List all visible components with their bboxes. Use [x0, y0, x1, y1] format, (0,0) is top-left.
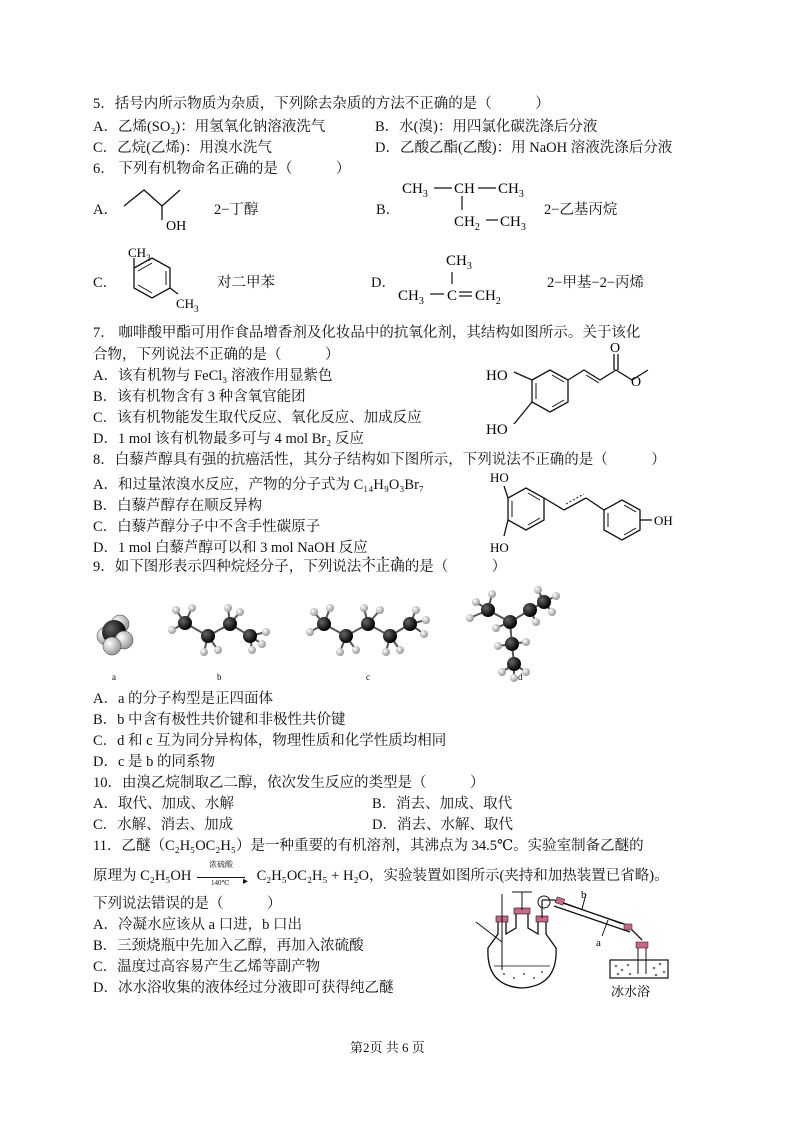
q7-option-a: A．该有机物与 FeCl₃ 溶液作用显紫色 — [93, 368, 333, 384]
q10-option-a: A．取代、加成、水解 — [93, 796, 234, 812]
q6-b-ch2: $CH_2$ — [454, 214, 480, 233]
q11-option-d: D．冰水浴收集的液体经过分液即可获得纯乙醚 — [93, 980, 394, 996]
q8-option-c: C．白藜芦醇分子中不含手性碳原子 — [93, 519, 321, 535]
q6-b-ch3-right: $CH_3$ — [498, 181, 524, 200]
q6-b-label: B． — [376, 202, 401, 218]
q11-stem-line1: 11．乙醚（C₂H₅OC₂H₅）是一种重要的有机溶剂，其沸点为 34.5℃。实验室制备乙醚的 — [93, 838, 644, 854]
q10-option-c: C．水解、消去、加成 — [93, 817, 234, 833]
q6-d-structure — [396, 248, 518, 312]
q9-emphasis-not-correct: 不正确 — [361, 559, 405, 575]
q5-option-b: B．水(溴)：用四氯化碳洗涤后分液 — [375, 119, 598, 135]
q7-stem-line1: 7． 咖啡酸甲酯可用作食品增香剂及化妆品中的抗氧化剂，其结构如图所示。关于该化 — [93, 325, 641, 341]
q11-apparatus — [460, 890, 670, 1000]
q6-stem: 6． 下列有机物命名正确的是（ ） — [93, 161, 351, 177]
q6-b-name: 2−乙基丙烷 — [544, 202, 618, 218]
q7-option-b: B．该有机物含有 3 种含氧官能团 — [93, 389, 306, 405]
q9-model-b — [168, 604, 270, 656]
q7-ho-lower: HO — [486, 422, 508, 438]
q6-d-name: 2−甲基−2−丙烯 — [547, 275, 645, 291]
q7-option-c: C．该有机物能发生取代反应、氧化反应、加成反应 — [93, 410, 422, 426]
q8-option-a: A．和过量浓溴水反应，产物的分子式为 C₁₄H₉O₃Br₇ — [93, 477, 424, 493]
q7-stem-line2: 合物，下列说法不正确的是（ ） — [93, 347, 340, 363]
q6-d-ch2: $CH_2$ — [475, 288, 501, 307]
q6-b-ch3-bottom: $CH_3$ — [500, 214, 526, 233]
q8-ho-upper: HO — [490, 470, 509, 485]
q11-fig-label-b: b — [581, 889, 587, 901]
q8-oh: OH — [654, 513, 673, 528]
q11-fig-label-a: a — [596, 937, 601, 949]
q6-c-label: C． — [93, 275, 118, 291]
q9-label-d: d — [518, 672, 523, 682]
q6-c-structure — [112, 246, 202, 316]
q11-ice-bath-label: 冰水浴 — [611, 984, 651, 999]
q8-option-d: D．1 mol 白藜芦醇可以和 3 mol NaOH 反应 — [93, 540, 368, 556]
q6-b-structure — [398, 176, 538, 238]
q11-option-b: B．三颈烧瓶中先加入乙醇，再加入浓硫酸 — [93, 938, 364, 954]
q6-d-c: C — [447, 288, 458, 304]
q11-option-c: C．温度过高容易产生乙烯等副产物 — [93, 959, 321, 975]
q11-reaction-arrow: 浓硫酸 ▸ 140℃ — [197, 868, 251, 886]
q6-b-ch3-left: $CH_3$ — [402, 181, 428, 200]
q5-option-a: A．乙烯(SO₂)：用氢氧化钠溶液洗气 — [93, 119, 326, 135]
page-footer: 第2页 共 6 页 — [350, 1040, 425, 1055]
q8-structure — [486, 470, 696, 558]
q10-option-d: D．消去、水解、取代 — [372, 817, 513, 833]
q5-stem: 5．括号内所示物质为杂质，下列除去杂质的方法不正确的是（ ） — [93, 96, 550, 112]
q6-d-ch3-left: $CH_3$ — [398, 288, 424, 307]
q10-stem: 10．由溴乙烷制取乙二醇，依次发生反应的类型是（ ） — [93, 775, 485, 791]
q7-carbonyl-o: O — [610, 341, 621, 356]
q9-option-d: D．c 是 b 的同系物 — [93, 754, 216, 770]
q5-option-c: C．乙烷(乙烯)：用溴水洗气 — [93, 140, 272, 156]
q6-a-label: A． — [93, 202, 118, 218]
q9-option-b: B．b 中含有极性共价键和非极性共价键 — [93, 712, 346, 728]
q11-stem-line2: 原理为 C₂H₅OH 浓硫酸 ▸ 140℃ C₂H₅OC₂H₅ + H₂O，实验装置如图所示(夹持和加热装置已省略)。 — [93, 859, 669, 887]
q9-option-a: A．a 的分子构型是正四面体 — [93, 691, 274, 707]
q11-stem-line3: 下列说法错误的是（ ） — [93, 896, 282, 912]
q9-model-a — [97, 615, 133, 655]
q9-option-c: C．d 和 c 互为同分异构体，物理性质和化学性质均相同 — [93, 733, 447, 749]
q9-label-c: c — [366, 672, 370, 682]
q7-option-d: D．1 mol 该有机物最多可与 4 mol Br₂ 反应 — [93, 431, 364, 447]
q9-model-c — [306, 604, 430, 656]
q6-c-name: 对二甲苯 — [217, 275, 275, 291]
q8-ho-lower: HO — [490, 540, 509, 555]
q9-molecule-models — [90, 588, 590, 688]
q6-d-label: D． — [371, 275, 396, 291]
q7-ester-o: O — [631, 375, 642, 390]
q6-a-structure — [118, 182, 200, 234]
q6-a-name: 2−丁醇 — [214, 202, 259, 218]
q11-option-a: A．冷凝水应该从 a 口进，b 口出 — [93, 917, 303, 933]
q6-d-ch3-top: $CH_3$ — [446, 253, 472, 272]
q8-option-b: B．白藜芦醇存在顺反异构 — [93, 498, 263, 514]
q5-option-d: D．乙酸乙酯(乙酸)：用 NaOH 溶液洗涤后分液 — [375, 140, 673, 156]
q9-label-a: a — [112, 672, 116, 682]
q8-stem: 8．白藜芦醇具有强的抗癌活性，其分子结构如下图所示，下列说法不正确的是（ ） — [93, 452, 666, 468]
q9-stem: 9．如下图形表示四种烷烃分子，下列说法不正确的是（ ） — [93, 559, 507, 575]
q6-c-ch3-top: $CH_3$ — [128, 245, 151, 263]
q6-c-ch3-bottom: $CH_3$ — [176, 296, 199, 314]
q10-option-b: B．消去、加成、取代 — [372, 796, 513, 812]
q9-label-b: b — [217, 672, 222, 682]
q6-a-oh: OH — [166, 219, 187, 234]
q9-model-d — [466, 586, 560, 682]
q7-ho-upper: HO — [486, 368, 508, 384]
q6-b-ch: CH — [454, 181, 475, 197]
q7-structure — [484, 341, 674, 445]
